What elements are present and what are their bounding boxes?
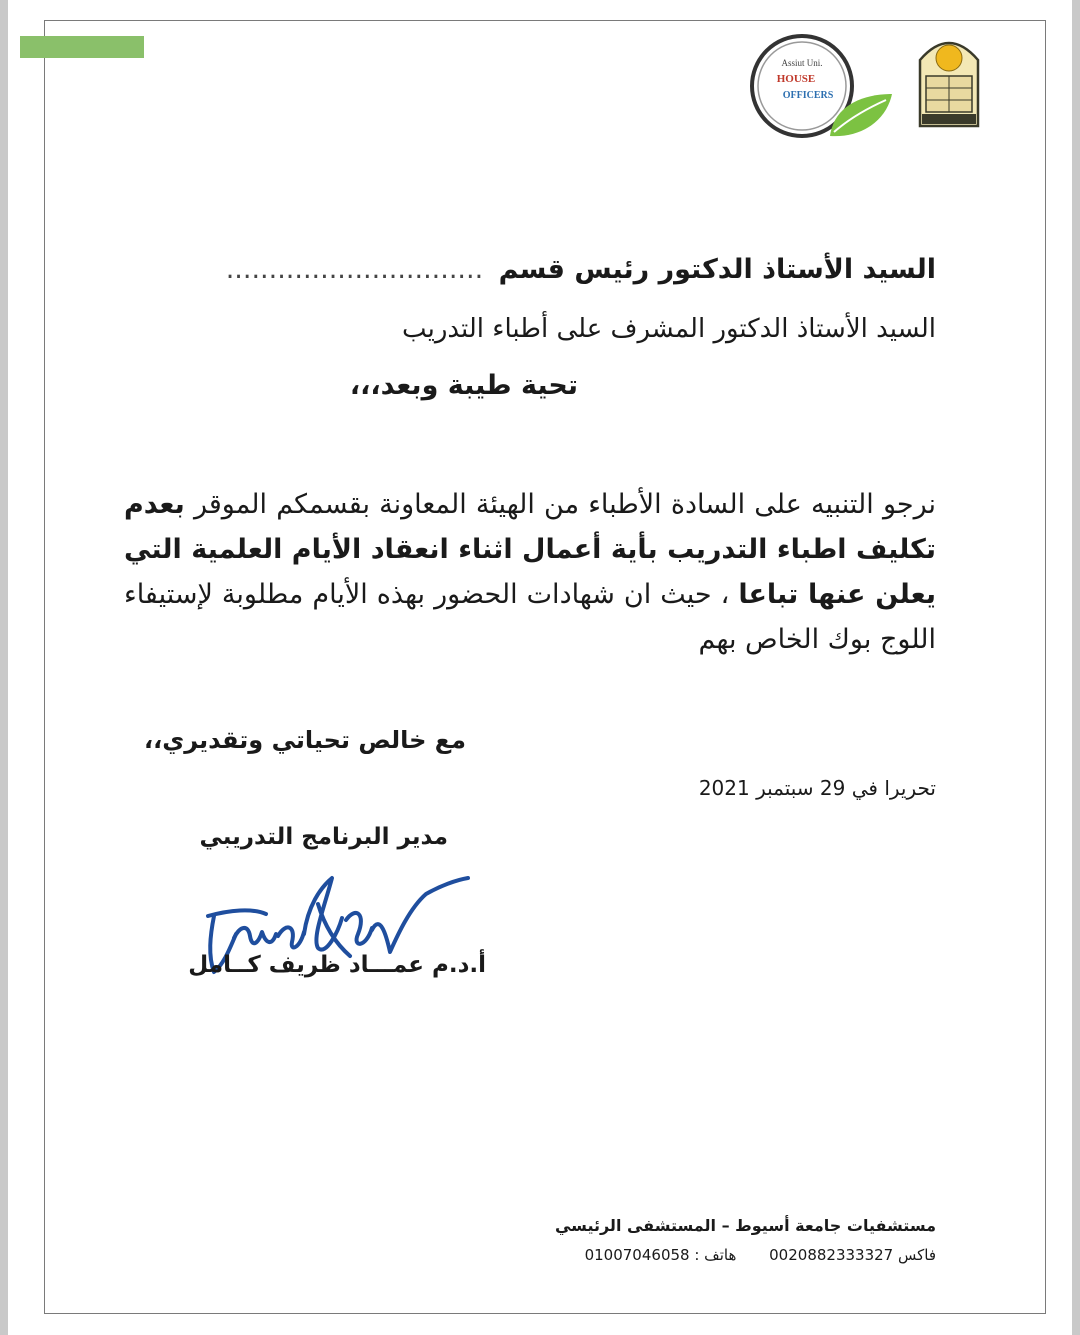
recipient-line-supervisor: السيد الأستاذ الدكتور المشرف على أطباء التدريب [402, 314, 936, 344]
closing-regards: مع خالص تحياتي وتقديري،، [143, 726, 466, 754]
recipient-line-department-head [226, 254, 936, 285]
page-border [44, 20, 1046, 1314]
footer-contacts [557, 1246, 936, 1264]
footer-phone: هاتف : 01007046058 [584, 1246, 737, 1264]
letter-body [124, 482, 936, 662]
recipient-title: السيد الأستاذ الدكتور رئيس قسم [498, 254, 936, 285]
logo-text-line3: OFFICERS [782, 90, 834, 101]
footer-institution: مستشفيات جامعة أسيوط – المستشفى الرئيسي [554, 1216, 936, 1235]
university-emblem-logo [914, 32, 984, 128]
body-text-plain-2: ، حيث ان شهادات الحضور بهذه الأيام مطلوبة لإستيفاء اللوج بوك الخاص بهم [124, 579, 936, 655]
footer-fax: فاكس 0020882333327 [769, 1246, 936, 1264]
signer-title: مدير البرنامج التدريبي [199, 824, 448, 850]
body-text-plain-1: نرجو التنبيه على السادة الأطباء من الهيئة المعاونة بقسمكم الموقر [184, 489, 936, 520]
letter-date: تحريرا في 29 سبتمبر 2021 [698, 776, 936, 800]
letter-page [8, 0, 1072, 1335]
greeting: تحية طيبة وبعد،،، [349, 370, 578, 401]
logo-text-line2: HOUSE [776, 73, 816, 85]
body-text-bold: بعدم تكليف اطباء التدريب بأية أعمال اثناء انعقاد الأيام العلمية التي يعلن عنها تباعا [124, 489, 936, 610]
signer-name: أ.د.م عمـــاد ظريف كــامل [188, 952, 486, 978]
recipient-dots: .............................. [225, 254, 484, 285]
logo-text-line1: Assiut Uni. [781, 58, 823, 68]
green-accent-bar [20, 36, 144, 58]
house-officers-logo [750, 32, 896, 144]
